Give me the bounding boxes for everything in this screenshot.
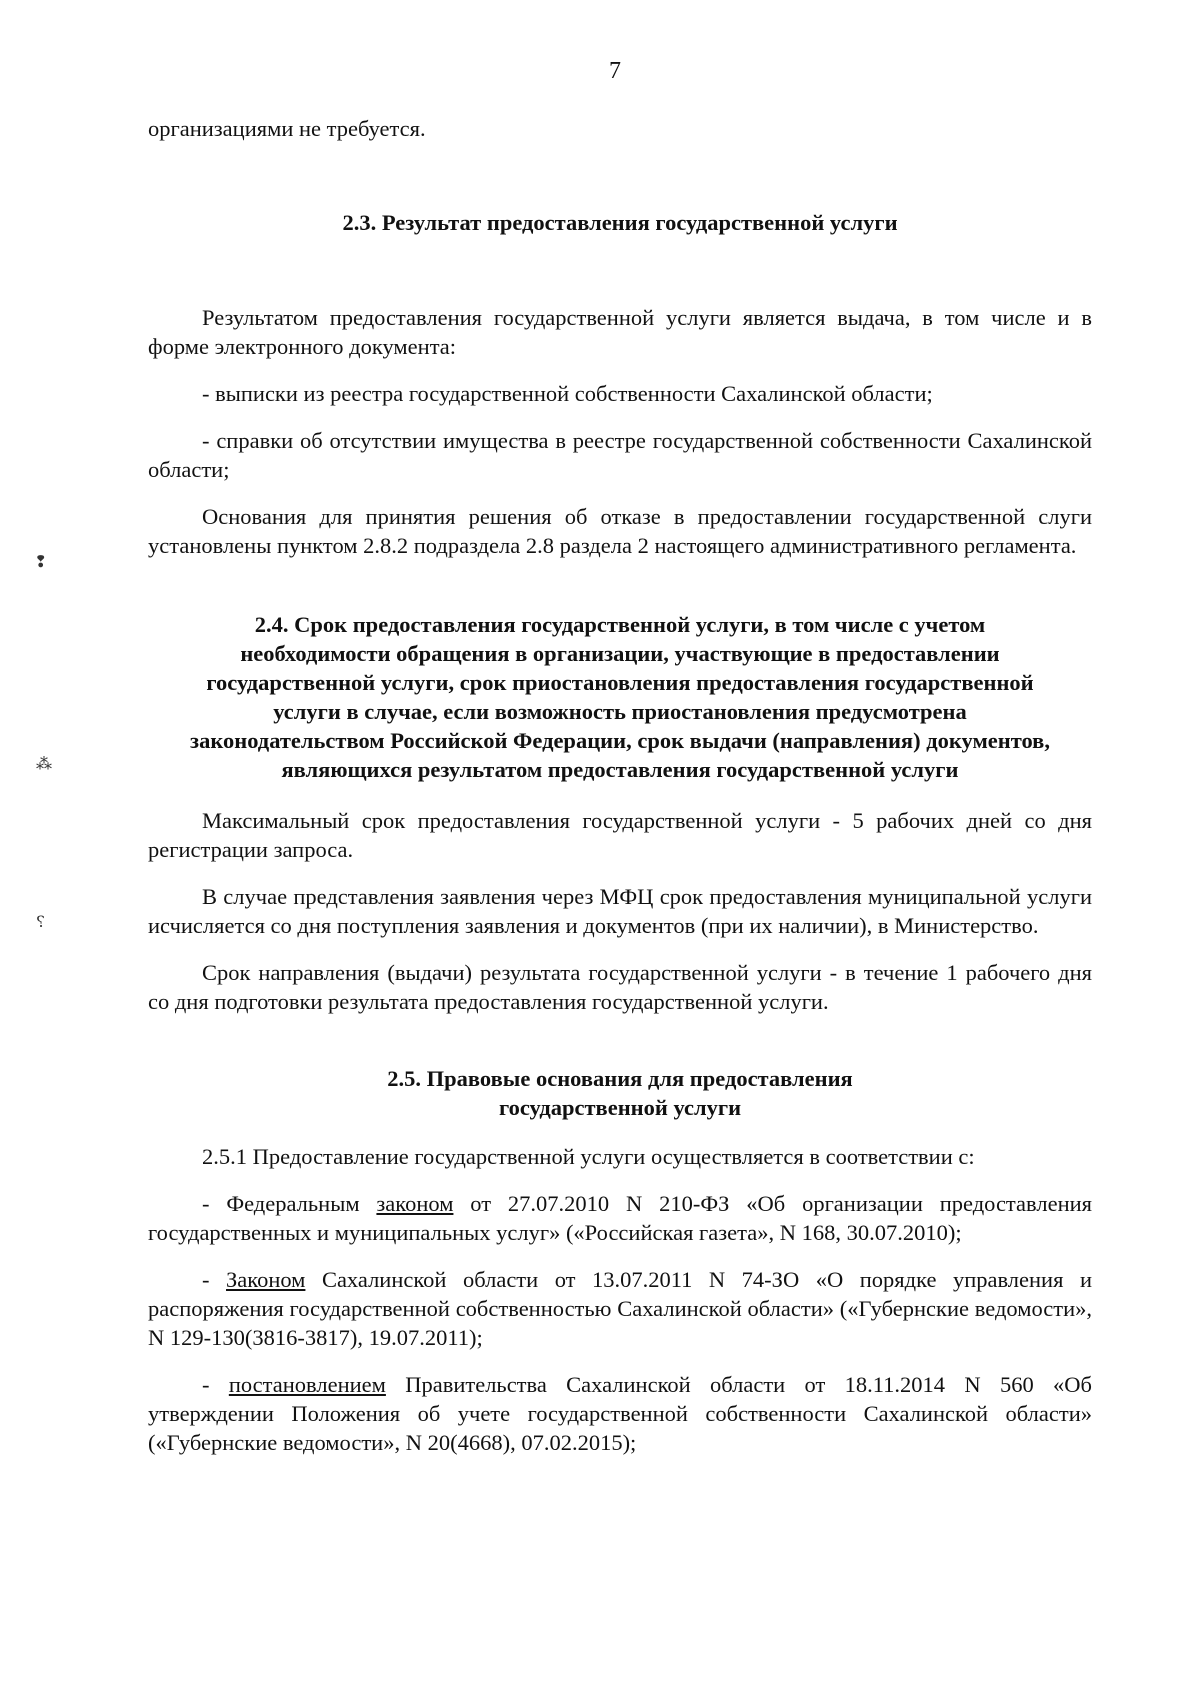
scan-mark: ❢: [34, 554, 48, 571]
legal-basis-item: [148, 1189, 1092, 1247]
intro-line: организациями не требуется.: [148, 116, 426, 141]
heading-line: необходимости обращения в организации, участвующие в предоставлении: [240, 641, 1000, 666]
heading-line: государственной услуги, срок приостановления предоставления государственной: [206, 670, 1034, 695]
item-prefix: -: [202, 1267, 227, 1292]
item-text: от 27.07.2010 N 210-ФЗ «Об организации предоставления государственных и муниципальных услуг» («Российская газета», N 168, 30.07.2010);: [148, 1191, 1093, 1245]
heading-line: законодательством Российской Федерации, срок выдачи (направления) документов,: [190, 728, 1050, 753]
legal-basis-item: [148, 1370, 1092, 1457]
section-2-3-paragraph: Результатом предоставления государственной услуги является выдача, в том числе и в форме электронного документа:: [148, 305, 1092, 359]
heading-line: услуги в случае, если возможность приостановления предусмотрена: [273, 699, 967, 724]
heading-line: являющихся результатом предоставления государственной услуги: [281, 757, 959, 782]
item-text: Сахалинской области от 13.07.2011 N 74-ЗО «О порядке управления и распоряжения государственной собственностью Сахалинской области» («Губернские ведомости», N 129-130(3816-3817), 19.07.2011);: [148, 1267, 1092, 1350]
resolution-link[interactable]: постановлением: [228, 1372, 386, 1397]
section-2-5-heading: [148, 1064, 1092, 1122]
scan-mark: ⸮: [36, 914, 45, 931]
section-2-3-list-item: - справки об отсутствии имущества в реестре государственной собственности Сахалинской области;: [148, 428, 1092, 482]
heading-line: 2.5. Правовые основания для предоставления: [387, 1066, 853, 1091]
section-2-4-paragraph: Максимальный срок предоставления государственной услуги - 5 рабочих дней со дня регистрации запроса.: [148, 808, 1092, 862]
item-prefix: - Федеральным: [202, 1191, 377, 1216]
scan-mark: ⁂: [36, 756, 52, 773]
item-prefix: -: [202, 1372, 229, 1397]
law-link[interactable]: Законом: [226, 1267, 306, 1292]
section-2-3-heading: 2.3. Результат предоставления государственной услуги: [342, 210, 898, 235]
heading-line: 2.4. Срок предоставления государственной услуги, в том числе с учетом: [254, 612, 986, 637]
document-body: [148, 114, 1092, 1457]
page-number: 7: [609, 58, 621, 84]
law-link[interactable]: законом: [376, 1191, 454, 1216]
legal-basis-item: [148, 1265, 1092, 1352]
section-2-3-paragraph: Основания для принятия решения об отказе в предоставлении государственной слуги установлены пунктом 2.8.2 подраздела 2.8 раздела 2 настоящего административного регламента.: [148, 504, 1092, 558]
section-2-5-paragraph: 2.5.1 Предоставление государственной услуги осуществляется в соответствии с:: [202, 1144, 975, 1169]
section-2-3-list-item: - выписки из реестра государственной собственности Сахалинской области;: [202, 381, 933, 406]
section-2-4-heading: [148, 610, 1092, 784]
heading-line: государственной услуги: [498, 1095, 742, 1120]
item-text: Правительства Сахалинской области от 18.11.2014 N 560 «Об утверждении Положения об учете государственной собственности Сахалинской области» («Губернские ведомости», N 20(4668), 07.02.2015);: [148, 1372, 1092, 1455]
section-2-4-paragraph: Срок направления (выдачи) результата государственной услуги - в течение 1 рабочего дня со дня подготовки результата предоставления государственной услуги.: [148, 960, 1092, 1014]
section-2-4-paragraph: В случае представления заявления через МФЦ срок предоставления муниципальной услуги исчисляется со дня поступления заявления и документов (при их наличии), в Министерство.: [148, 884, 1092, 938]
